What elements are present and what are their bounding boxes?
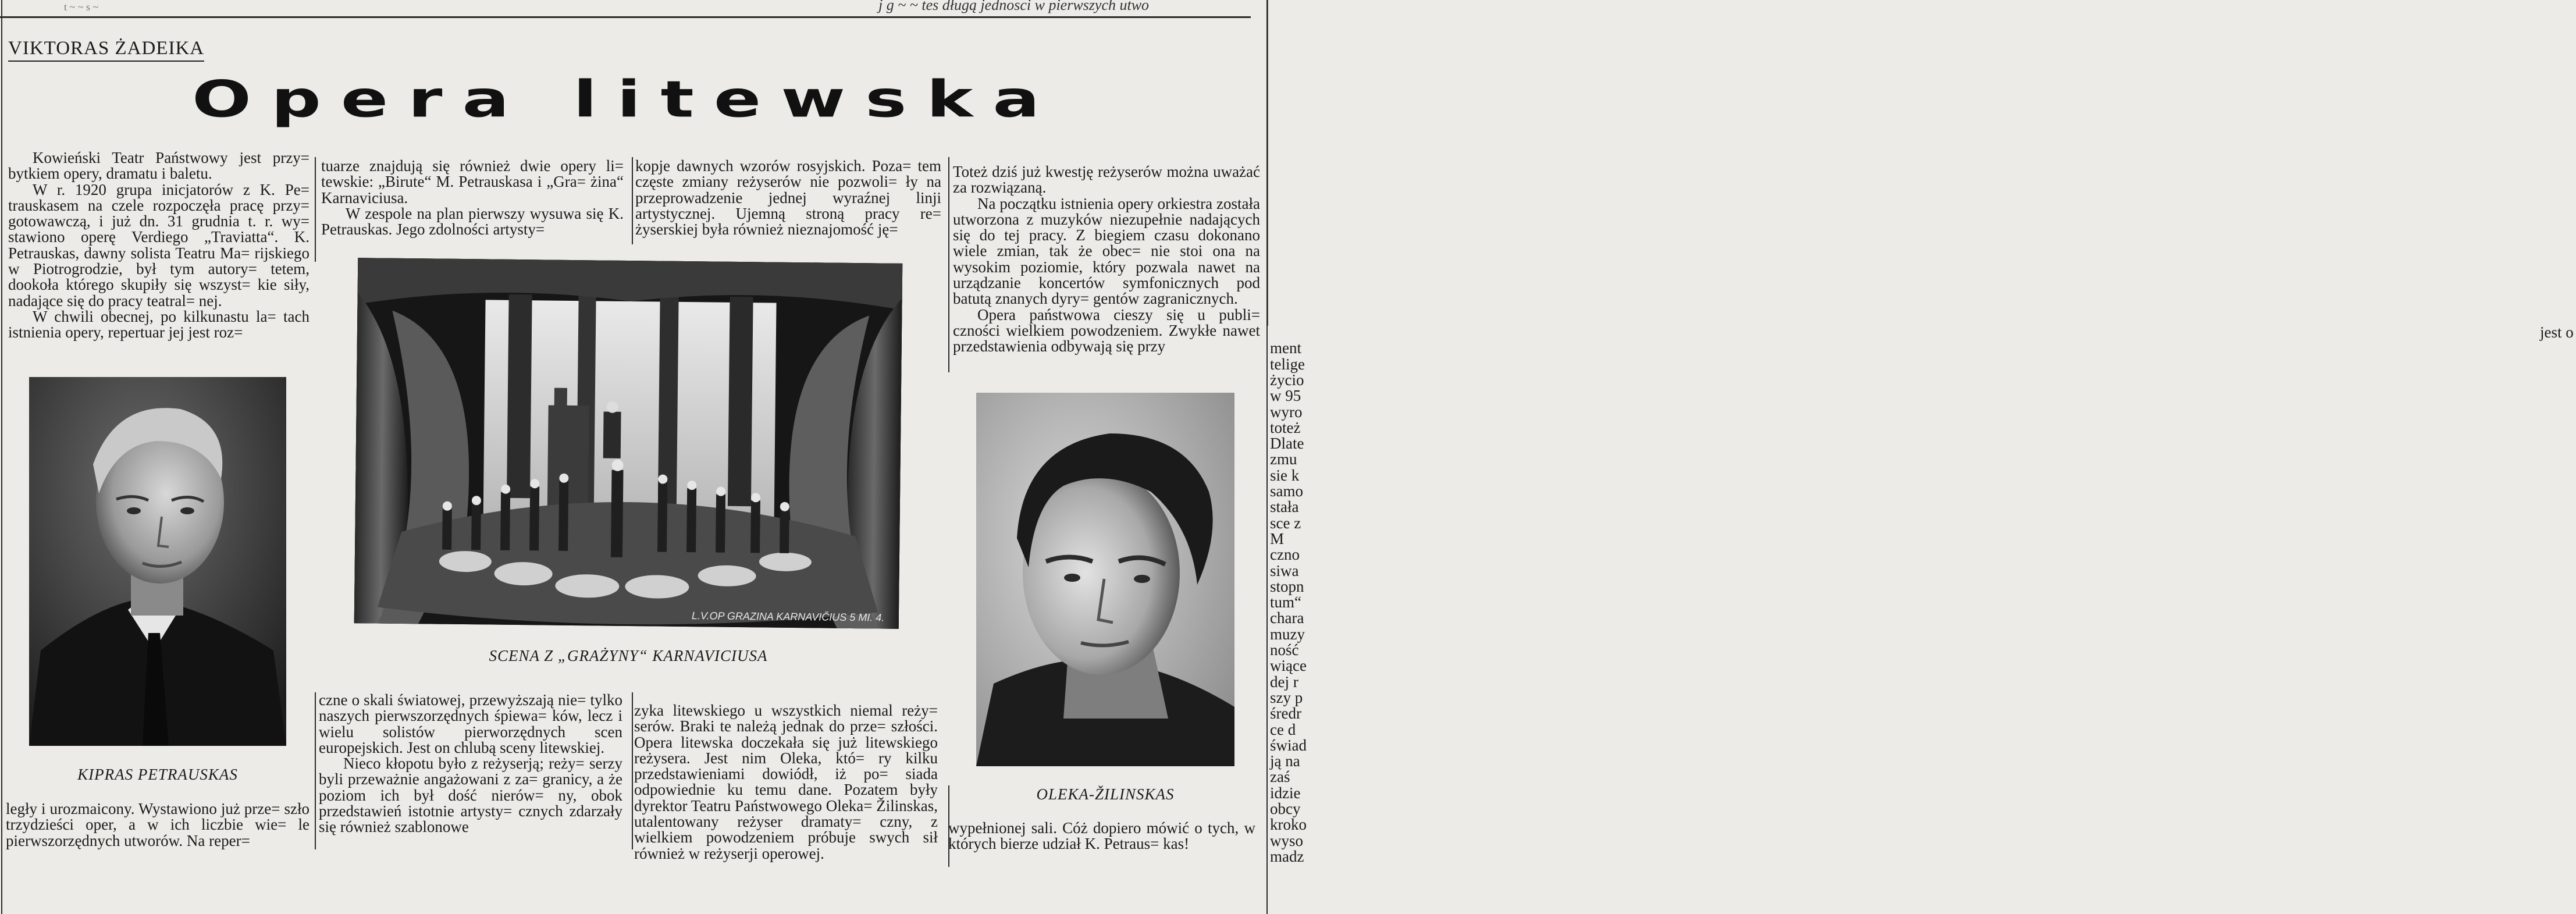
column-2-top — [321, 158, 624, 237]
fragment-line: zmu — [1270, 450, 1297, 468]
caption-petrauskas: KIPRAS PETRAUSKAS — [77, 766, 238, 783]
fragment-line: madz — [1270, 847, 1304, 865]
scene-inscription: L.V.OP GRAZINA KARNAVIČIUS 5 MI. 4. — [691, 610, 885, 624]
fragment-line: dej r — [1270, 673, 1298, 691]
column-4-top — [953, 164, 1260, 355]
fragment-line: życio — [1270, 371, 1304, 389]
fragment-line: telige — [1270, 355, 1305, 373]
fragment-line: stopn — [1270, 577, 1304, 595]
paragraph: wypełnionej sali. Cóż dopiero mówić o tych, w których bierze udział K. Petraus= kas! — [948, 819, 1255, 853]
column-divider-2 — [632, 157, 633, 244]
column-3-bottom — [634, 703, 938, 862]
paragraph: W chwili obecnej, po kilkunastu la= tach istnienia opery, repertuar jej jest roz= — [8, 307, 309, 342]
paragraph: czne o skali światowej, przewyższają nie= tylko naszych pierwszorzędnych śpiewa= ków, lecz i wielu solistów pierworzędnych scen europejskich. Jest on chlubą sceny litewskiej. — [319, 691, 622, 756]
fragment-line: w 95 — [1270, 387, 1301, 405]
fragment-line: stała — [1270, 498, 1299, 516]
paragraph: Toteż dziś już kwestję reżyserów można uważać za rozwiązaną. — [953, 163, 1260, 197]
paragraph: kopje dawnych wzorów rosyjskich. Poza= tem częste zmiany reżyserów nie pozwoli= ły na przeprowadzenie jednej wyraźnej linji artystycznej. Ujemną stroną pracy re= żyserskiej była również nieznajomość ję= — [635, 157, 941, 239]
fragment-line: wyro — [1270, 403, 1303, 421]
fragment-line: średr — [1270, 705, 1301, 723]
column-1-bottom — [6, 801, 309, 849]
fragment-line: czno — [1270, 546, 1300, 564]
left-border — [1, 0, 2, 914]
stage-scene-photo — [354, 258, 903, 629]
portrait-oleka-zilinskas — [976, 393, 1234, 766]
fragment-line: ce d — [1270, 720, 1296, 738]
portrait-kipras-petrauskas — [29, 377, 286, 746]
portrait-image — [976, 393, 1234, 766]
fragment-line: chara — [1270, 609, 1304, 627]
paragraph: W r. 1920 grupa inicjatorów z K. Pe= trauskasem na czele rozpoczęła pracę przy= gotowawczą, i już dn. 31 grudnia t. r. wy= stawiono operę Verdiego „Traviatta“. K. Petrauskas, dawny solista Teatru Ma= rijskiego w Piotrogrodzie, był tym autory= tetem, dookoła którego skupiły się wszyst= kie siły, nadające się do pracy teatral= nej. — [8, 180, 309, 310]
author-byline: VIKTORAS ŻADEIKA — [8, 37, 204, 62]
column-divider-4 — [315, 692, 316, 849]
column-divider-3 — [948, 157, 949, 372]
stage-scene-image — [354, 258, 903, 629]
column-2-bottom — [319, 692, 622, 835]
article-title: Opera litewska — [192, 70, 1060, 129]
fragment-line: kroko — [1270, 816, 1307, 834]
column-3-top — [635, 158, 941, 237]
fragment-line: wyso — [1270, 831, 1304, 849]
fragment-line: toteż — [1270, 418, 1301, 436]
paragraph: W zespole na plan pierwszy wysuwa się K. Petrauskas. Jego zdolności artysty= — [321, 204, 624, 239]
fragment-line: ność — [1270, 641, 1299, 659]
portrait-image — [29, 377, 286, 746]
caption-zilinskas: OLEKA-ŽILINSKAS — [1036, 785, 1175, 803]
column-divider-5 — [632, 692, 633, 849]
paragraph: tuarze znajdują się również dwie opery li= tewskie: „Birute“ M. Petrauskasa i „Gra= żina“ Karnaviciusa. — [321, 157, 624, 207]
top-right-fragment: j g ~ ~ tes długą jednosci w pierwszych utwo — [878, 0, 1150, 13]
fragment-line: M — [1270, 529, 1285, 547]
fragment-line: sce z — [1270, 514, 1301, 532]
column-1-top — [8, 150, 309, 341]
paragraph: zyka litewskiego u wszystkich niemal reży= serów. Braki te należą jednak do prze= szłości. Opera litewska doczekała się już litewskiego reżysera. Jest nim Oleka, któ= ry kilku przedstawieniami dowiódł, iż po= siada odpowiednie ku temu dane. Pozatem były dyrektor Teatru Państwowego Oleka= Žilinskas, utalentowany reżyser dramaty= czny, z wielkiem powodzeniem próbuje swych sił również w reżyserji operowej. — [634, 702, 938, 862]
fragment-line: obcy — [1270, 800, 1301, 817]
fragment-line: idzie — [1270, 784, 1301, 802]
fragment-line: jest o — [2540, 323, 2574, 341]
fragment-line: muzy — [1270, 625, 1305, 643]
caption-scene: SCENA Z „GRAŻYNY“ KARNAVICIUSA — [489, 647, 768, 664]
paragraph: legły i urozmaicony. Wystawiono już prze= szło trzydzieści oper, a w ich liczbie wie= le pierwszorzędnych utworów. Na reper= — [6, 800, 309, 849]
fragment-line: samo — [1270, 482, 1303, 500]
fragment-line: ją na — [1270, 752, 1300, 770]
fragment-line: tum“ — [1270, 593, 1301, 611]
column-divider-1 — [315, 157, 316, 262]
paragraph: Na początku istnienia opery orkiestra została utworzona z muzyków niezupełnie nadających się do tej pracy. Z biegiem czasu dokonano wiele zmian, tak że obec= nie stoi ona na wysokim poziomie, który pozwala nawet na urządzanie koncertów symfonicznych pod batutą znanych dyry= gentów zagranicznych. — [953, 194, 1260, 308]
fragment-line: Dlate — [1270, 435, 1304, 453]
top-rule — [0, 16, 1251, 18]
fragment-line: sie k — [1270, 466, 1300, 484]
fragment-line: szy p — [1270, 688, 1303, 706]
fragment-line: świad — [1270, 736, 1307, 754]
fragment-line: wiące — [1270, 657, 1307, 675]
top-left-fragment: t ~ ~ s ~ — [64, 1, 99, 13]
column-4-bottom — [948, 820, 1255, 852]
fragment-line: ment — [1270, 339, 1301, 357]
paragraph: Opera państwowa cieszy się u publi= czności wielkiem powodzeniem. Zwykłe nawet przedstawienia odbywają się przy — [953, 305, 1260, 355]
paragraph: Kowieński Teatr Państwowy jest przy= bytkiem opery, dramatu i baletu. — [8, 149, 309, 183]
fragment-line: zaś — [1270, 768, 1290, 786]
paragraph: Nieco kłopotu było z reżyserją; reży= serzy byli przeważnie angażowani z za= granicy, a że poziom ich był dość nierów= ny, obok przedstawień istotnie artysty= cznych zdarzały się również szablonowe — [319, 755, 622, 836]
fragment-line: siwa — [1270, 561, 1299, 579]
